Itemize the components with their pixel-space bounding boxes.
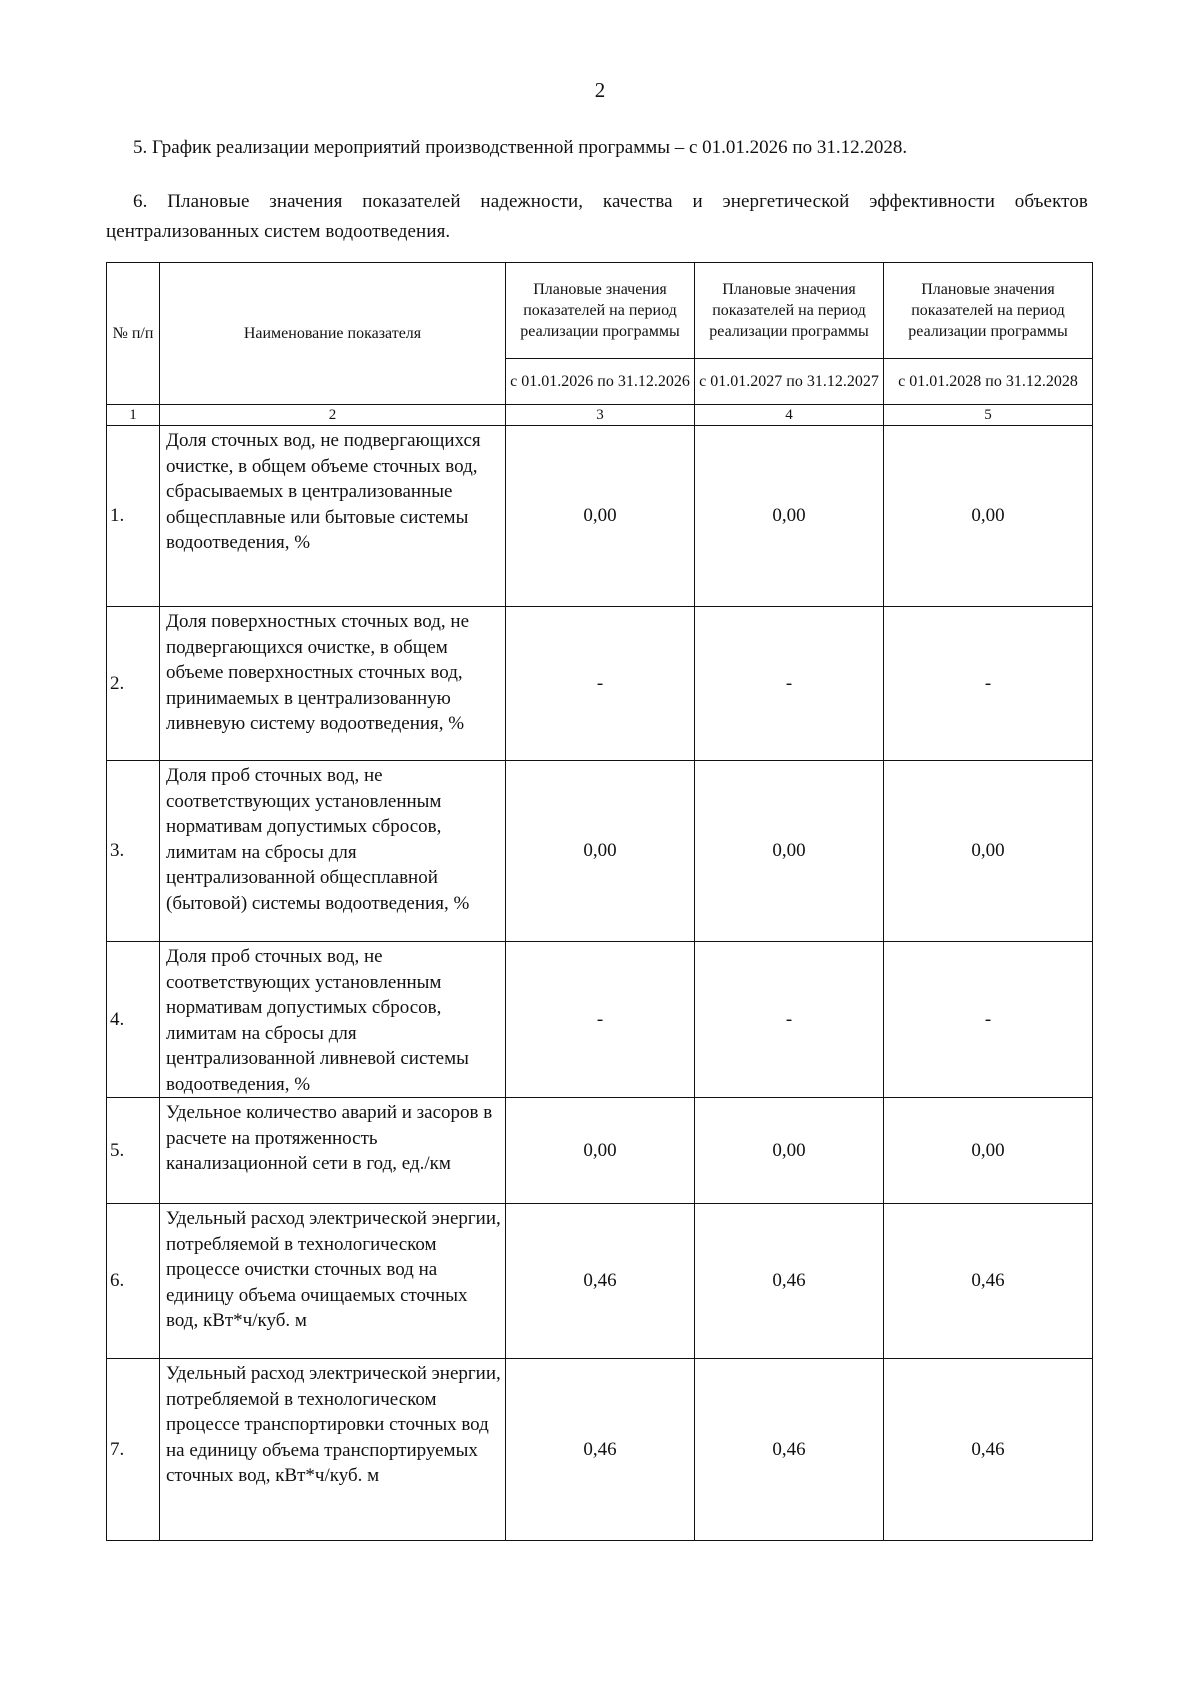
table-row <box>107 1098 1093 1204</box>
value-2027: 0,00 <box>695 426 884 607</box>
value-2026: 0,46 <box>506 1359 695 1541</box>
header-name: Наименование показателя <box>160 263 506 405</box>
indicator-name: Удельное количество аварий и засоров в расчете на протяженность канализационной сети в год, ед./км <box>160 1098 506 1204</box>
table-row <box>107 942 1093 1098</box>
indicator-name: Доля сточных вод, не подвергающихся очистке, в общем объеме сточных вод, сбрасываемых в централизованные общесплавные или бытовые системы водоотведения, % <box>160 426 506 607</box>
row-number: 7. <box>107 1359 160 1541</box>
value-2026: 0,00 <box>506 1098 695 1204</box>
indicator-name: Доля проб сточных вод, не соответствующих установленным нормативам допустимых сбросов, лимитам на сбросы для централизованной общесплавной (бытовой) системы водоотведения, % <box>160 761 506 942</box>
value-2028: 0,00 <box>884 761 1093 942</box>
table-row <box>107 1204 1093 1359</box>
column-number: 1 <box>107 405 160 426</box>
column-number: 5 <box>884 405 1093 426</box>
header-plan-2027: Плановые значения показателей на период реализации программы <box>695 263 884 359</box>
indicator-name: Доля поверхностных сточных вод, не подвергающихся очистке, в общем объеме поверхностных сточных вод, принимаемых в централизованную ливневую систему водоотведения, % <box>160 607 506 761</box>
table-row <box>107 426 1093 607</box>
row-number: 2. <box>107 607 160 761</box>
value-2026: 0,00 <box>506 761 695 942</box>
value-2028: - <box>884 607 1093 761</box>
header-period-2026: с 01.01.2026 по 31.12.2026 <box>506 359 695 405</box>
column-number: 3 <box>506 405 695 426</box>
value-2027: 0,00 <box>695 761 884 942</box>
paragraph-indicators-intro: 6. Плановые значения показателей надежности, качества и энергетической эффективности объектов централизованных систем водоотведения. <box>106 191 1088 242</box>
indicators-table <box>106 262 1093 1541</box>
value-2026: 0,46 <box>506 1204 695 1359</box>
value-2028: 0,46 <box>884 1359 1093 1541</box>
row-number: 5. <box>107 1098 160 1204</box>
header-plan-2026: Плановые значения показателей на период реализации программы <box>506 263 695 359</box>
value-2026: - <box>506 942 695 1098</box>
row-number: 1. <box>107 426 160 607</box>
header-row <box>107 263 1093 359</box>
value-2026: 0,00 <box>506 426 695 607</box>
value-2027: 0,00 <box>695 1098 884 1204</box>
value-2026: - <box>506 607 695 761</box>
value-2027: - <box>695 607 884 761</box>
indicator-name: Удельный расход электрической энергии, потребляемой в технологическом процессе транспортировки сточных вод на единицу объема транспортируемых сточных вод, кВт*ч/куб. м <box>160 1359 506 1541</box>
table-row <box>107 761 1093 942</box>
column-number-row <box>107 405 1093 426</box>
table-row <box>107 1359 1093 1541</box>
column-number: 2 <box>160 405 506 426</box>
value-2028: - <box>884 942 1093 1098</box>
column-number: 4 <box>695 405 884 426</box>
header-period-2027: с 01.01.2027 по 31.12.2027 <box>695 359 884 405</box>
row-number: 6. <box>107 1204 160 1359</box>
value-2028: 0,00 <box>884 426 1093 607</box>
row-number: 4. <box>107 942 160 1098</box>
header-num: № п/п <box>107 263 160 405</box>
header-period-2028: с 01.01.2028 по 31.12.2028 <box>884 359 1093 405</box>
page-number: 2 <box>594 78 606 102</box>
value-2027: 0,46 <box>695 1359 884 1541</box>
indicator-name: Доля проб сточных вод, не соответствующих установленным нормативам допустимых сбросов, лимитам на сбросы для централизованной ливневой системы водоотведения, % <box>160 942 506 1098</box>
indicator-name: Удельный расход электрической энергии, потребляемой в технологическом процессе очистки сточных вод на единицу объема очищаемых сточных вод, кВт*ч/куб. м <box>160 1204 506 1359</box>
value-2027: 0,46 <box>695 1204 884 1359</box>
table-row <box>107 607 1093 761</box>
value-2028: 0,46 <box>884 1204 1093 1359</box>
paragraph-schedule: 5. График реализации мероприятий производственной программы – с 01.01.2026 по 31.12.2028. <box>133 137 908 158</box>
row-number: 3. <box>107 761 160 942</box>
header-plan-2028: Плановые значения показателей на период реализации программы <box>884 263 1093 359</box>
value-2027: - <box>695 942 884 1098</box>
value-2028: 0,00 <box>884 1098 1093 1204</box>
